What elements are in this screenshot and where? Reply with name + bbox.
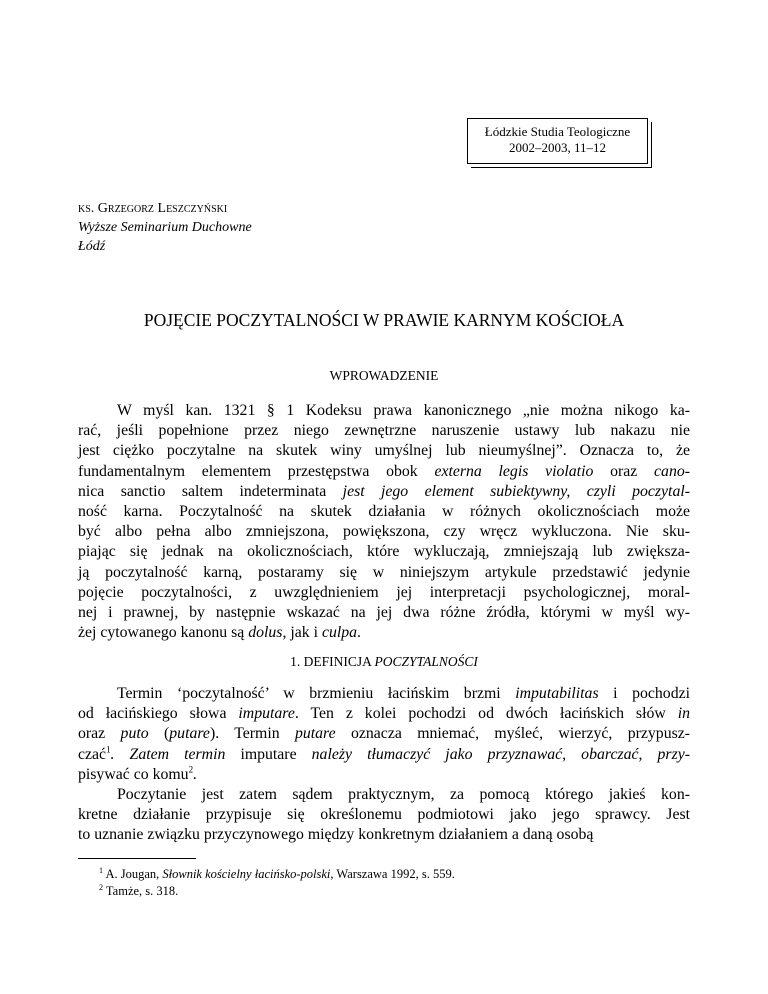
footnote-rule [78, 858, 196, 859]
text-line [78, 603, 690, 623]
text-run: oraz [78, 725, 121, 743]
latin-term: dolus [248, 624, 283, 642]
footnote-author: A. Jougan, [105, 867, 163, 881]
footnote-ref: 2 [188, 764, 194, 775]
section-heading-intro: WPROWADZENIE [329, 368, 439, 383]
text-run: pojęcie poczytalności, z uwzględnieniem jej interpretacji psychologicznej, moral- [78, 583, 690, 601]
text-run: oraz [593, 462, 655, 480]
footnote-ref: 1 [106, 744, 111, 755]
text-line [78, 805, 690, 825]
text-line [78, 563, 690, 583]
latin-term: . Zatem termin [110, 745, 241, 763]
section-heading-definition: 1. DEFINICJA POCZYTALNOŚCI [290, 654, 478, 669]
text-run: nej i prawnej, by następnie wskazać na jej dwa różne źródła, którymi w myśl wy- [78, 604, 690, 622]
journal-issue: 2002–2003, 11–12 [508, 140, 607, 155]
footnote-work: Słownik kościelny łacińsko-polski [162, 867, 331, 881]
latin-term: należy tłumaczyć jako przyznawać, obarczać, przy- [296, 745, 690, 763]
text-line [78, 765, 690, 785]
latin-term: putare [169, 725, 210, 743]
journal-citation-box [467, 118, 648, 164]
text-line [78, 441, 690, 461]
text-run: pisywać co komu [78, 765, 189, 783]
text-line [78, 502, 690, 522]
text-line [78, 745, 690, 765]
text-run: Poczytanie jest zatem sądem praktycznym, za pomocą którego jakieś kon- [117, 786, 690, 803]
footnote-text: Tamże, s. 318. [105, 884, 179, 898]
text-line [78, 704, 690, 724]
text-run: . [357, 624, 361, 642]
text-run: piając się jednak na okolicznościach, które wykluczają, zmniejszają lub zwiększa- [78, 543, 690, 561]
text-run: od łacińskiego słowa [78, 705, 239, 723]
author-affiliation: Wyższe Seminarium Duchowne [78, 220, 252, 235]
text-run: i pochodzi [598, 685, 690, 702]
latin-term: in [677, 705, 690, 723]
text-line [78, 522, 690, 542]
definition-paragraph-1 [78, 684, 690, 785]
text-run: jest ciężko poczytalne na skutek winy umyślnej lub nieumyślnej”. Oznacza to, że [78, 442, 690, 460]
text-run: czać [78, 745, 107, 763]
text-run: ). Termin [209, 725, 295, 743]
text-run: kretne działanie przypisuje się określonemu podmiotowi jako jego sprawcy. Jest [78, 806, 690, 824]
latin-term: externa legis violatio [434, 462, 594, 480]
text-line [78, 684, 690, 704]
text-run: być albo pełna albo zmniejszona, powiększona, czy wręcz wykluczona. Nie sku- [78, 523, 690, 541]
text-run: rać, jeśli popełnione przez niego zewnętrzne naruszenie ustawy lub nakazu nie [78, 422, 690, 440]
footnote-1 [99, 867, 455, 882]
text-run: ją poczytalność karną, postaramy się w niniejszym artykule przedstawić jedynie [78, 563, 690, 581]
text-line [78, 482, 690, 502]
latin-term: puto [120, 725, 149, 743]
footnote-2 [99, 884, 178, 899]
text-run: Termin ‘poczytalność’ w brzmieniu łacińskim brzmi [117, 685, 516, 702]
text-line [78, 785, 690, 805]
text-line [78, 542, 690, 562]
author-city: Łódź [78, 239, 106, 254]
footnote-number: 2 [99, 882, 103, 892]
latin-term: . [193, 765, 198, 783]
text-line [78, 623, 690, 643]
text-run: W myśl kan. 1321 § 1 Kodeksu prawa kanonicznego „nie można nikogo ka- [117, 402, 690, 419]
author-block [78, 199, 252, 256]
latin-term: imputabilitas [515, 685, 599, 702]
text-run: ność karna. Poczytalność na skutek działania w różnych okolicznościach może [78, 503, 690, 521]
text-run: . Ten z kolei pochodzi od dwóch łacińskich słów [294, 705, 678, 723]
text-line [78, 462, 690, 482]
text-line [78, 401, 690, 421]
text-run: ( [148, 725, 170, 743]
text-run: imputare [240, 745, 297, 763]
footnote-number: 1 [99, 865, 103, 875]
latin-term: cano- [654, 462, 690, 480]
journal-name: Łódzkie Studia Teologiczne [484, 124, 631, 139]
footnote-text: , Warszawa 1992, s. 559. [330, 867, 455, 881]
text-run: nica sanctio saltem indeterminata [78, 482, 327, 500]
latin-term: putare [294, 725, 336, 743]
definition-paragraph-2 [78, 785, 690, 846]
latin-term: jest jego element subiektywny, czyli poczytal- [326, 482, 690, 500]
text-line [78, 724, 690, 744]
text-line [78, 583, 690, 603]
text-run: żej cytowanego kanonu są [78, 624, 249, 642]
text-run: fundamentalnym elementem przestępstwa obok [78, 462, 435, 480]
author-name: ks. Grzegorz Leszczyński [78, 201, 228, 216]
text-run: to uznanie związku przyczynowego między konkretnym działaniem a daną osobą [78, 826, 594, 844]
text-run: , jak i [282, 624, 322, 642]
intro-paragraph [78, 401, 690, 643]
article-title: POJĘCIE POCZYTALNOŚCI W PRAWIE KARNYM KOŚCIOŁA [143, 310, 625, 330]
latin-term: imputare [238, 705, 295, 723]
text-run: oznacza mniemać, myśleć, wierzyć, przypusz- [335, 725, 691, 743]
text-line [78, 825, 690, 845]
latin-term: culpa [321, 624, 358, 642]
text-line [78, 421, 690, 441]
